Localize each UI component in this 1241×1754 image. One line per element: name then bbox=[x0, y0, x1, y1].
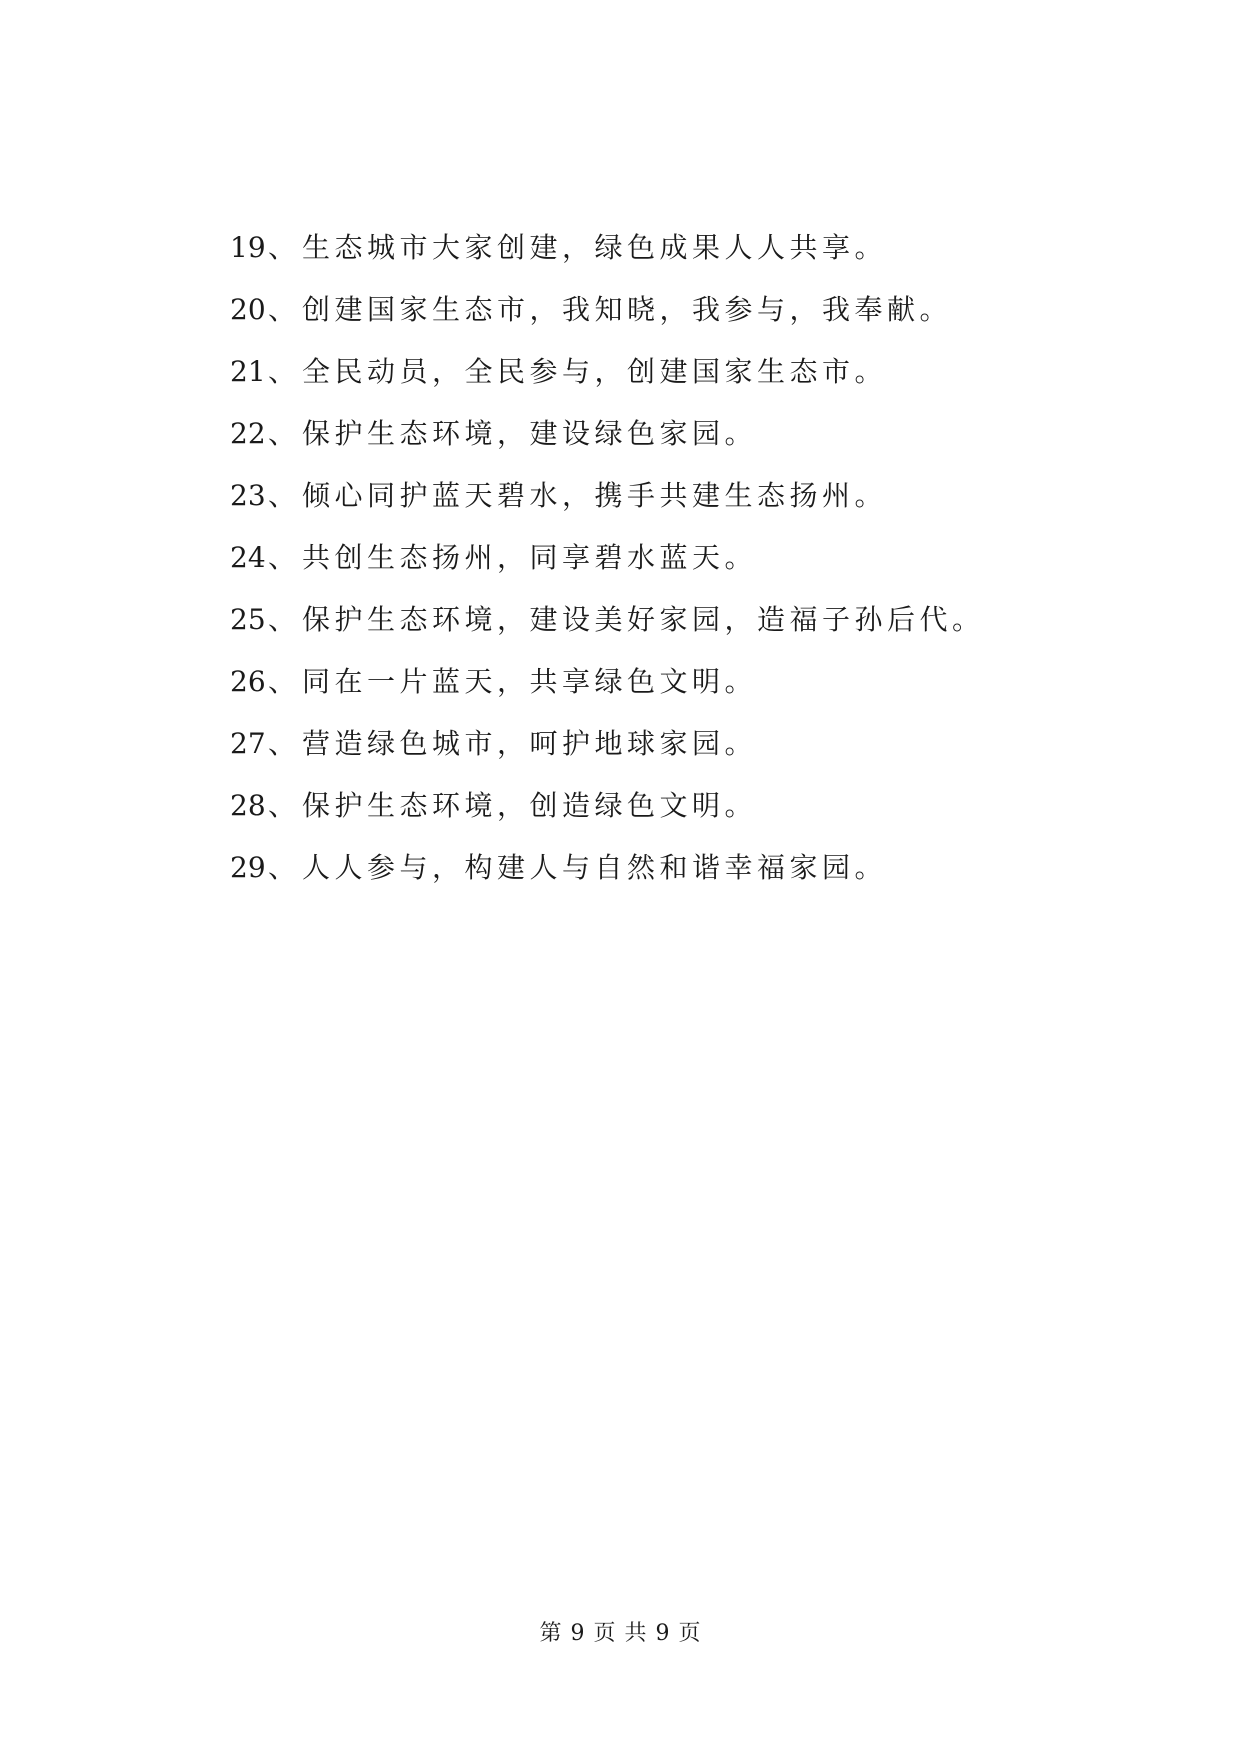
slogan-text: 保护生态环境，建设绿色家园。 bbox=[302, 417, 758, 450]
slogan-number: 22 bbox=[230, 417, 266, 450]
slogan-text: 全民动员，全民参与，创建国家生态市。 bbox=[302, 355, 888, 388]
slogan-separator: 、 bbox=[268, 355, 297, 388]
slogan-separator: 、 bbox=[268, 231, 297, 264]
slogan-item-24 bbox=[230, 542, 985, 604]
slogan-separator: 、 bbox=[268, 789, 297, 822]
slogan-text: 保护生态环境，建设美好家园，造福子孙后代。 bbox=[302, 603, 985, 636]
slogan-number: 28 bbox=[230, 789, 266, 822]
slogan-number: 26 bbox=[230, 665, 266, 698]
slogan-number: 19 bbox=[230, 231, 266, 264]
slogan-item-23 bbox=[230, 480, 985, 542]
slogan-text: 生态城市大家创建，绿色成果人人共享。 bbox=[302, 231, 888, 264]
slogan-separator: 、 bbox=[268, 479, 297, 512]
slogan-number: 20 bbox=[230, 293, 266, 326]
slogan-item-29 bbox=[230, 852, 985, 914]
slogan-text: 保护生态环境，创造绿色文明。 bbox=[302, 789, 758, 822]
slogan-separator: 、 bbox=[268, 293, 297, 326]
slogan-number: 29 bbox=[230, 851, 266, 884]
slogan-separator: 、 bbox=[268, 541, 297, 574]
slogan-number: 25 bbox=[230, 603, 266, 636]
slogan-text: 同在一片蓝天，共享绿色文明。 bbox=[302, 665, 758, 698]
slogan-text: 倾心同护蓝天碧水，携手共建生态扬州。 bbox=[302, 479, 888, 512]
slogan-list bbox=[230, 232, 985, 914]
slogan-number: 23 bbox=[230, 479, 266, 512]
slogan-item-21 bbox=[230, 356, 985, 418]
slogan-text: 创建国家生态市，我知晓，我参与，我奉献。 bbox=[302, 293, 953, 326]
slogan-number: 27 bbox=[230, 727, 266, 760]
slogan-separator: 、 bbox=[268, 727, 297, 760]
slogan-text: 共创生态扬州，同享碧水蓝天。 bbox=[302, 541, 758, 574]
slogan-item-19 bbox=[230, 232, 985, 294]
slogan-separator: 、 bbox=[268, 665, 297, 698]
page-footer: 第 9 页 共 9 页 bbox=[539, 1621, 702, 1646]
slogan-number: 21 bbox=[230, 355, 266, 388]
slogan-item-22 bbox=[230, 418, 985, 480]
slogan-item-20 bbox=[230, 294, 985, 356]
slogan-separator: 、 bbox=[268, 417, 297, 450]
slogan-item-27 bbox=[230, 728, 985, 790]
slogan-item-28 bbox=[230, 790, 985, 852]
slogan-item-26 bbox=[230, 666, 985, 728]
slogan-text: 人人参与，构建人与自然和谐幸福家园。 bbox=[302, 851, 888, 884]
slogan-number: 24 bbox=[230, 541, 266, 574]
slogan-separator: 、 bbox=[268, 603, 297, 636]
slogan-text: 营造绿色城市，呵护地球家园。 bbox=[302, 727, 758, 760]
slogan-separator: 、 bbox=[268, 851, 297, 884]
slogan-item-25 bbox=[230, 604, 985, 666]
